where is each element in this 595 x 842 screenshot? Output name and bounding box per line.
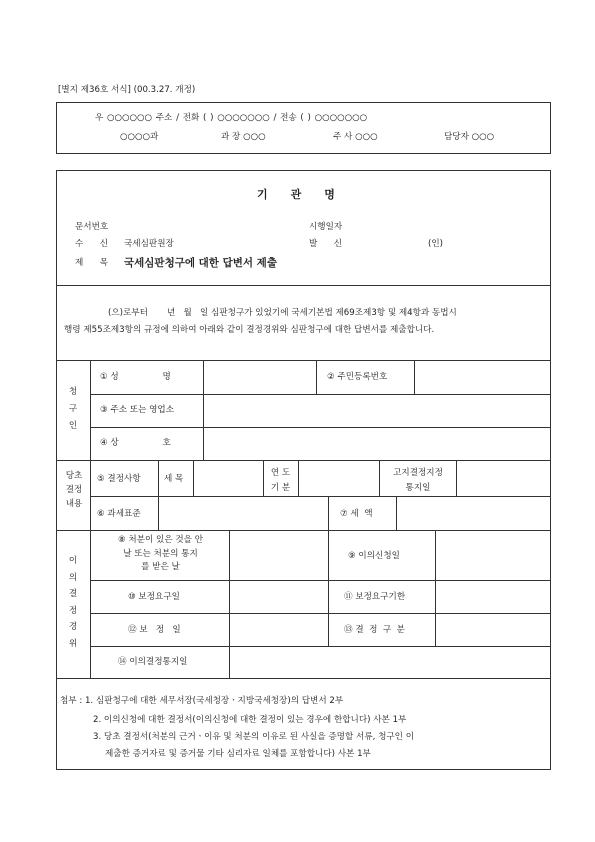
disposal-date-label: ⑧ 처분이 있은 것을 안 날 또는 처분의 통지 를 받은 날 <box>117 535 204 573</box>
supplement-request-date-label: ⑩ 보정요구일 <box>128 592 180 602</box>
intro-line-1: (으)로부터 년 월 일 심판청구가 있었기에 국세기본법 제69조제3항 및 제4항과 동법시 <box>108 308 457 318</box>
divider <box>56 285 551 286</box>
decision-type-field[interactable] <box>436 614 550 645</box>
subject-label: 제 목 <box>75 258 108 268</box>
resident-number-label: ② 주민등록번호 <box>327 372 388 382</box>
tax-base-label: ⑥ 과세표준 <box>97 509 141 519</box>
tax-year-label: 연 도 기 분 <box>270 468 291 494</box>
doc-number-label: 문서번호 <box>75 222 109 232</box>
form-reference: [별지 제36호 서식] (00.3.27. 개정) <box>58 85 196 95</box>
address-label: ③ 주소 또는 영업소 <box>100 405 175 415</box>
tax-base-field[interactable] <box>159 497 327 529</box>
attachment-line-4: 제출한 증거자료 및 증거물 기타 심리자료 일체를 포함합니다) 사본 1부 <box>105 749 371 759</box>
header-box <box>56 102 551 154</box>
objection-filing-date-field[interactable] <box>436 531 550 579</box>
trade-name-label: ④ 상 호 <box>100 438 171 448</box>
objection-notice-date-field[interactable] <box>230 647 550 677</box>
name-field[interactable] <box>204 361 315 393</box>
decision-matter-label: ⑤ 결정사항 <box>97 474 141 484</box>
attachment-line-3: 3. 당초 결정서(처분의 근거ㆍ이유 및 처분의 이유로 된 사실을 증명할 서류, 청구인 이 <box>93 732 415 742</box>
decision-type-label: ⑬ 결 정 구 분 <box>344 625 405 635</box>
tax-year-field[interactable] <box>299 461 378 495</box>
sender-label: 발 신 <box>309 239 342 249</box>
objection-filing-date-label: ⑨ 이의신청일 <box>348 551 400 561</box>
recipient-value: 국세심판원장 <box>124 239 174 249</box>
divider <box>328 496 329 530</box>
header-officer: 주 사 ○○○ <box>333 132 378 142</box>
decision-group-label: 당초 결정 내용 <box>65 471 83 509</box>
divider <box>328 530 329 646</box>
name-label: ① 성 명 <box>100 372 171 382</box>
claimant-group-label: 청 구 인 <box>68 387 78 431</box>
tax-amount-field[interactable] <box>397 497 550 529</box>
subject-value: 국세심판청구에 대한 답변서 제출 <box>124 257 277 269</box>
divider <box>90 360 91 460</box>
objection-group-label: 이 의 결 정 경 위 <box>68 556 78 649</box>
seal-mark: (인) <box>428 239 444 249</box>
supplement-date-label: ⑫ 보 정 일 <box>128 625 181 635</box>
objection-notice-date-label: ⑭ 이의결정통지일 <box>118 657 188 667</box>
tax-amount-label: ⑦ 세 액 <box>340 509 373 519</box>
issue-date-label: 시행일자 <box>309 222 343 232</box>
notice-date-label: 고지결정지정 통지일 <box>393 468 443 494</box>
divider <box>316 360 317 394</box>
organization-title: 기 관 명 <box>257 188 335 201</box>
header-department: ○○○○과 <box>120 132 159 142</box>
supplement-request-date-field[interactable] <box>230 581 327 612</box>
intro-line-2: 행령 제55조제3항의 규정에 의하여 아래와 같이 결정경위와 심판청구에 대한 답변서를 제출합니다. <box>64 325 435 335</box>
notice-date-field[interactable] <box>457 461 550 495</box>
header-manager: 과 장 ○○○ <box>221 132 266 142</box>
divider <box>90 460 91 530</box>
supplement-date-field[interactable] <box>230 614 327 645</box>
supplement-deadline-field[interactable] <box>436 581 550 612</box>
supplement-deadline-label: ⑪ 보정요구기한 <box>344 592 406 602</box>
header-address-line: 우 ○○○○○○ 주소 / 전화 ( ) ○○○○○○○ / 전송 ( ) ○○○○○○○ <box>95 113 368 123</box>
attachment-line-2: 2. 이의신청에 대한 결정서(이의신청에 대한 결정이 있는 경우에 한합니다) 사본 1부 <box>93 715 407 725</box>
disposal-date-field[interactable] <box>230 531 327 579</box>
recipient-label: 수 신 <box>75 239 108 249</box>
address-field[interactable] <box>204 395 550 426</box>
tax-item-label: 세 목 <box>164 474 184 484</box>
divider <box>90 530 91 678</box>
tax-item-field[interactable] <box>194 461 262 495</box>
divider <box>56 678 551 679</box>
trade-name-field[interactable] <box>204 428 550 459</box>
divider <box>158 460 159 496</box>
attachment-line-1: 첨부 : 1. 심판청구에 대한 세무서장(국세청장ㆍ지방국세청장)의 답변서 2부 <box>60 696 344 706</box>
header-person-in-charge: 담당자 ○○○ <box>444 132 495 142</box>
resident-number-field[interactable] <box>415 361 550 393</box>
